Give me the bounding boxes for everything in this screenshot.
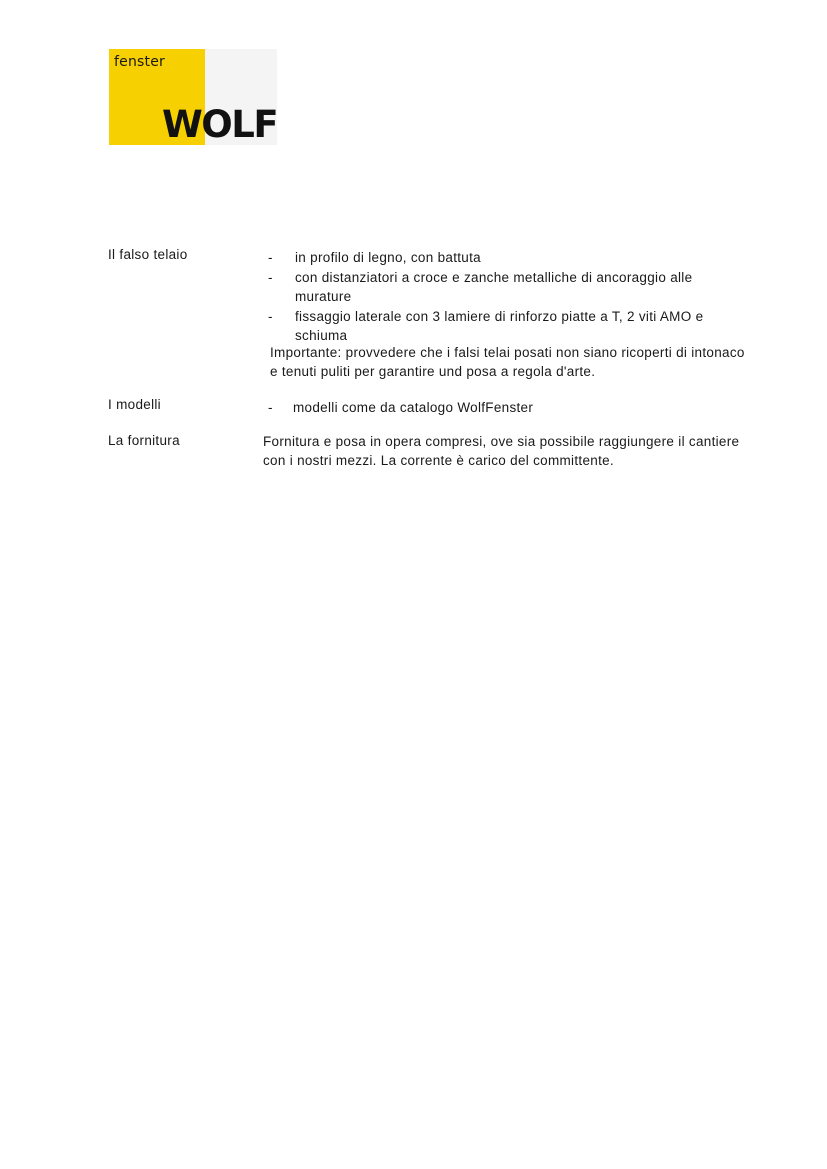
label-falso-telaio: Il falso telaio [108,247,188,262]
bullet-dash: - [268,270,273,285]
falso-telaio-note: Importante: provvedere che i falsi telai posati non siano ricoperti di intonaco e tenuti puliti per garantire und posa a regola d'arte. [270,345,745,379]
falso-telaio-list [268,248,748,346]
bullet-dash: - [268,250,273,265]
label-modelli: I modelli [108,397,161,412]
bullet-dash: - [268,309,273,324]
logo-fenster-text: fenster [114,54,165,70]
fenster-wolf-logo [109,49,277,145]
bullet-dash: - [268,400,273,415]
list-item [268,307,748,345]
label-fornitura: La fornitura [108,433,180,448]
list-item-text: in profilo di legno, con battuta [295,250,481,265]
list-item-text: fissaggio laterale con 3 lamiere di rinforzo piatte a T, 2 viti AMO e schiuma [295,309,704,343]
modelli-item [268,398,748,417]
list-item-text: con distanziatori a croce e zanche metalliche di ancoraggio alle murature [295,270,693,304]
modelli-item-text: modelli come da catalogo WolfFenster [293,400,534,415]
fornitura-text: Fornitura e posa in opera compresi, ove sia possibile raggiungere il cantiere con i nostri mezzi. La corrente è carico del committente. [263,434,740,468]
list-item [268,268,748,306]
logo-wolf-text: WOLF [162,103,278,146]
list-item [268,248,748,267]
